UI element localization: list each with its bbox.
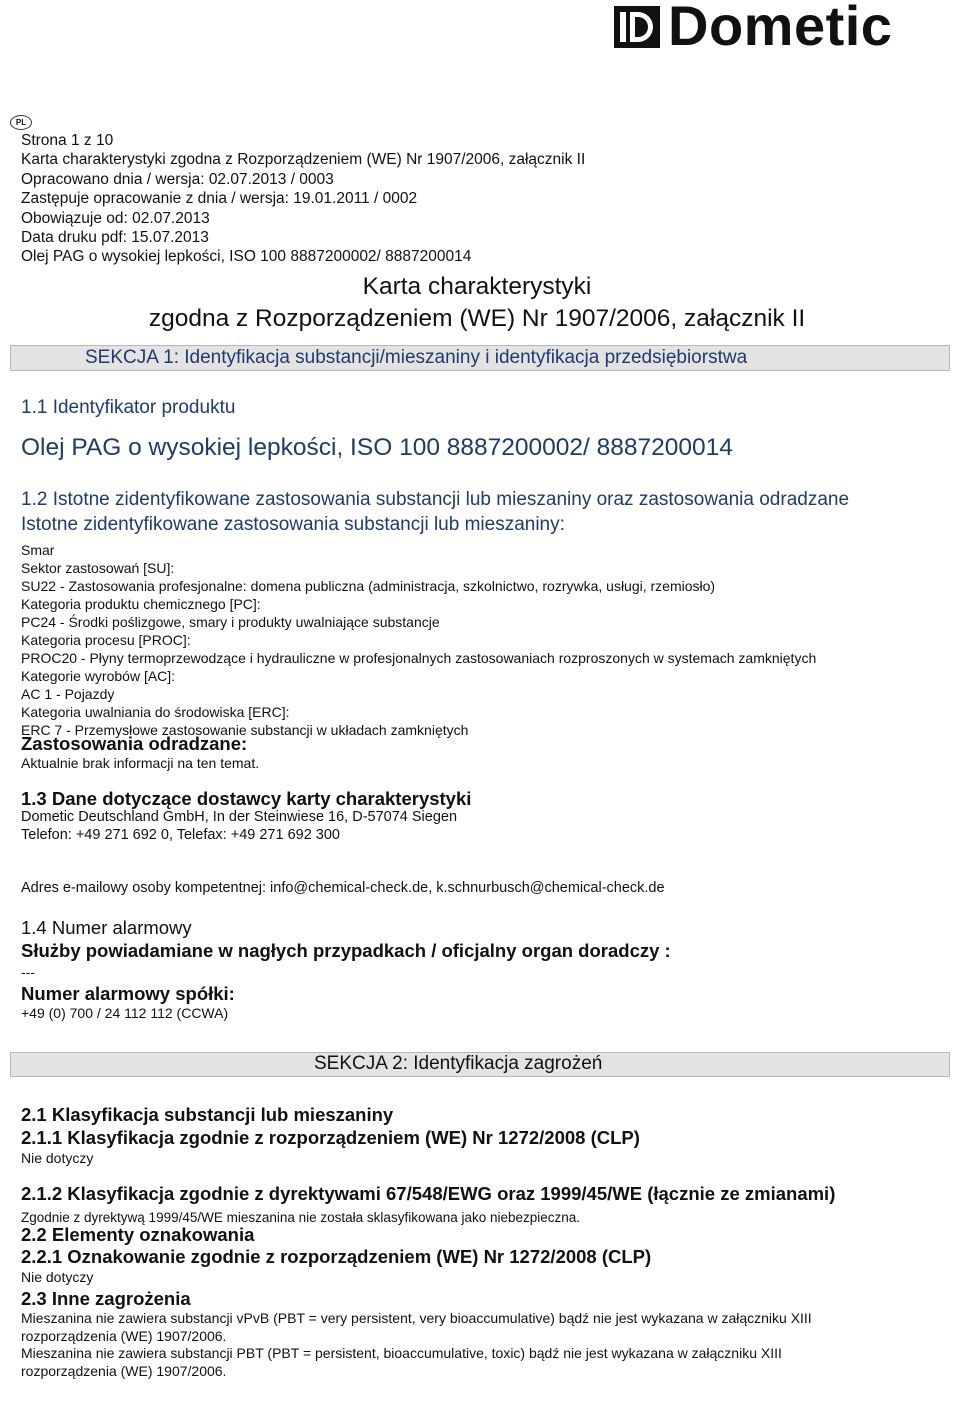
meta-product: Olej PAG o wysokiej lepkości, ISO 100 8887200002/ 8887200014 xyxy=(21,248,472,266)
meta-replaces: Zastępuje opracowanie z dnia / wersja: 19.01.2011 / 0002 xyxy=(21,190,418,208)
document-title: Karta charakterystyki xyxy=(362,273,592,300)
paragraph-line: rozporządzenia (WE) 1907/2006. xyxy=(21,1327,227,1344)
s12-subheading: Istotne zidentyfikowane zastosowania substancji lub mieszaniny: xyxy=(21,514,565,535)
s13-heading: 1.3 Dane dotyczące dostawcy karty charakterystyki xyxy=(21,788,472,809)
meta-valid-from: Obowiązuje od: 02.07.2013 xyxy=(21,209,210,227)
supplier-phone: Telefon: +49 271 692 0, Telefax: +49 271 692 300 xyxy=(21,827,340,843)
document-subtitle: zgodna z Rozporządzeniem (WE) Nr 1907/2006, załącznik II xyxy=(148,305,806,332)
section-1-bar xyxy=(10,345,950,371)
language-badge: PL xyxy=(10,115,32,130)
s212-text: Zgodnie z dyrektywą 1999/45/WE mieszanina nie została sklasyfikowana jako niebezpieczna. xyxy=(21,1210,581,1225)
s212-heading: 2.1.2 Klasyfikacja zgodnie z dyrektywami 67/548/EWG oraz 1999/45/WE (łącznie ze zmianami) xyxy=(21,1183,836,1204)
list-item: Kategoria uwalniania do środowiska [ERC]: xyxy=(21,704,290,720)
s14-subheading: Służby powiadamiane w nagłych przypadkach / oficjalny organ doradczy : xyxy=(21,940,671,961)
s23-text xyxy=(21,1310,812,1380)
s14-company-heading: Numer alarmowy spółki: xyxy=(21,983,235,1004)
odradzane-text: Aktualnie brak informacji na ten temat. xyxy=(21,755,260,771)
s221-text: Nie dotyczy xyxy=(21,1269,94,1285)
s22-heading: 2.2 Elementy oznakowania xyxy=(21,1224,255,1245)
s14-dashes: --- xyxy=(21,964,35,980)
emergency-number: +49 (0) 700 / 24 112 112 (CCWA) xyxy=(21,1005,229,1021)
list-item: PC24 - Środki poślizgowe, smary i produkty uwalniające substancje xyxy=(21,614,440,630)
s23-heading: 2.3 Inne zagrożenia xyxy=(21,1288,191,1309)
meta-regulation: Karta charakterystyki zgodna z Rozporządzeniem (WE) Nr 1907/2006, załącznik II xyxy=(21,151,586,169)
list-item: Sektor zastosowań [SU]: xyxy=(21,560,175,576)
s12-uses-list xyxy=(21,541,816,739)
meta-version: Opracowano dnia / wersja: 02.07.2013 / 0003 xyxy=(21,170,334,188)
supplier-address: Dometic Deutschland GmbH, In der Steinwiese 16, D-57074 Siegen xyxy=(21,809,458,825)
s14-heading: 1.4 Numer alarmowy xyxy=(21,917,192,938)
list-item: Kategoria produktu chemicznego [PC]: xyxy=(21,596,261,612)
product-name: Olej PAG o wysokiej lepkości, ISO 100 8887200002/ 8887200014 xyxy=(21,434,733,461)
list-item: Kategorie wyrobów [AC]: xyxy=(21,668,176,684)
meta-page: Strona 1 z 10 xyxy=(21,132,114,149)
s21-heading: 2.1 Klasyfikacja substancji lub mieszaniny xyxy=(21,1104,394,1125)
list-item: PROC20 - Płyny termoprzewodzące i hydrauliczne w profesjonalnych zastosowaniach rozproszonych w systemach zamkniętych xyxy=(21,650,817,666)
s11-heading: 1.1 Identyfikator produktu xyxy=(21,397,236,418)
section-2-heading: SEKCJA 2: Identyfikacja zagrożeń xyxy=(314,1053,603,1074)
meta-print-date: Data druku pdf: 15.07.2013 xyxy=(21,229,209,247)
s211-text: Nie dotyczy xyxy=(21,1150,94,1166)
s12-heading: 1.2 Istotne zidentyfikowane zastosowania substancji lub mieszaniny oraz zastosowania odradzane xyxy=(21,489,850,510)
list-item: SU22 - Zastosowania profesjonalne: domena publiczna (administracja, szkolnictwo, rozrywka, usługi, rzemiosło) xyxy=(21,578,716,594)
s211-heading: 2.1.1 Klasyfikacja zgodnie z rozporządzeniem (WE) Nr 1272/2008 (CLP) xyxy=(21,1127,640,1148)
supplier-email: Adres e-mailowy osoby kompetentnej: info@chemical-check.de, k.schnurbusch@chemical-check.de xyxy=(21,880,665,896)
paragraph-line: Mieszanina nie zawiera substancji PBT (PBT = persistent, bioaccumulative, toxic) bądź nie jest wykazana w załączniku XIII xyxy=(21,1345,782,1361)
s221-heading: 2.2.1 Oznakowanie zgodnie z rozporządzeniem (WE) Nr 1272/2008 (CLP) xyxy=(21,1246,652,1267)
dometic-logo-icon xyxy=(614,6,660,48)
paragraph-line: rozporządzenia (WE) 1907/2006. xyxy=(21,1362,227,1379)
list-item: Kategoria procesu [PROC]: xyxy=(21,632,191,648)
list-item: Smar xyxy=(21,542,55,558)
document-meta xyxy=(21,131,585,267)
paragraph-line: Mieszanina nie zawiera substancji vPvB (PBT = very persistent, very bioaccumulative) bądź nie jest wykazana w załączniku XIII xyxy=(21,1310,812,1326)
odradzane-heading: Zastosowania odradzane: xyxy=(21,733,248,754)
list-item: ERC 7 - Przemysłowe zastosowanie substancji w układach zamkniętych xyxy=(21,722,469,738)
dometic-logo-text: Dometic xyxy=(668,0,893,57)
section-1-heading: SEKCJA 1: Identyfikacja substancji/mieszaniny i identyfikacja przedsiębiorstwa xyxy=(85,347,748,368)
list-item: AC 1 - Pojazdy xyxy=(21,686,115,702)
section-2-bar xyxy=(10,1052,950,1077)
